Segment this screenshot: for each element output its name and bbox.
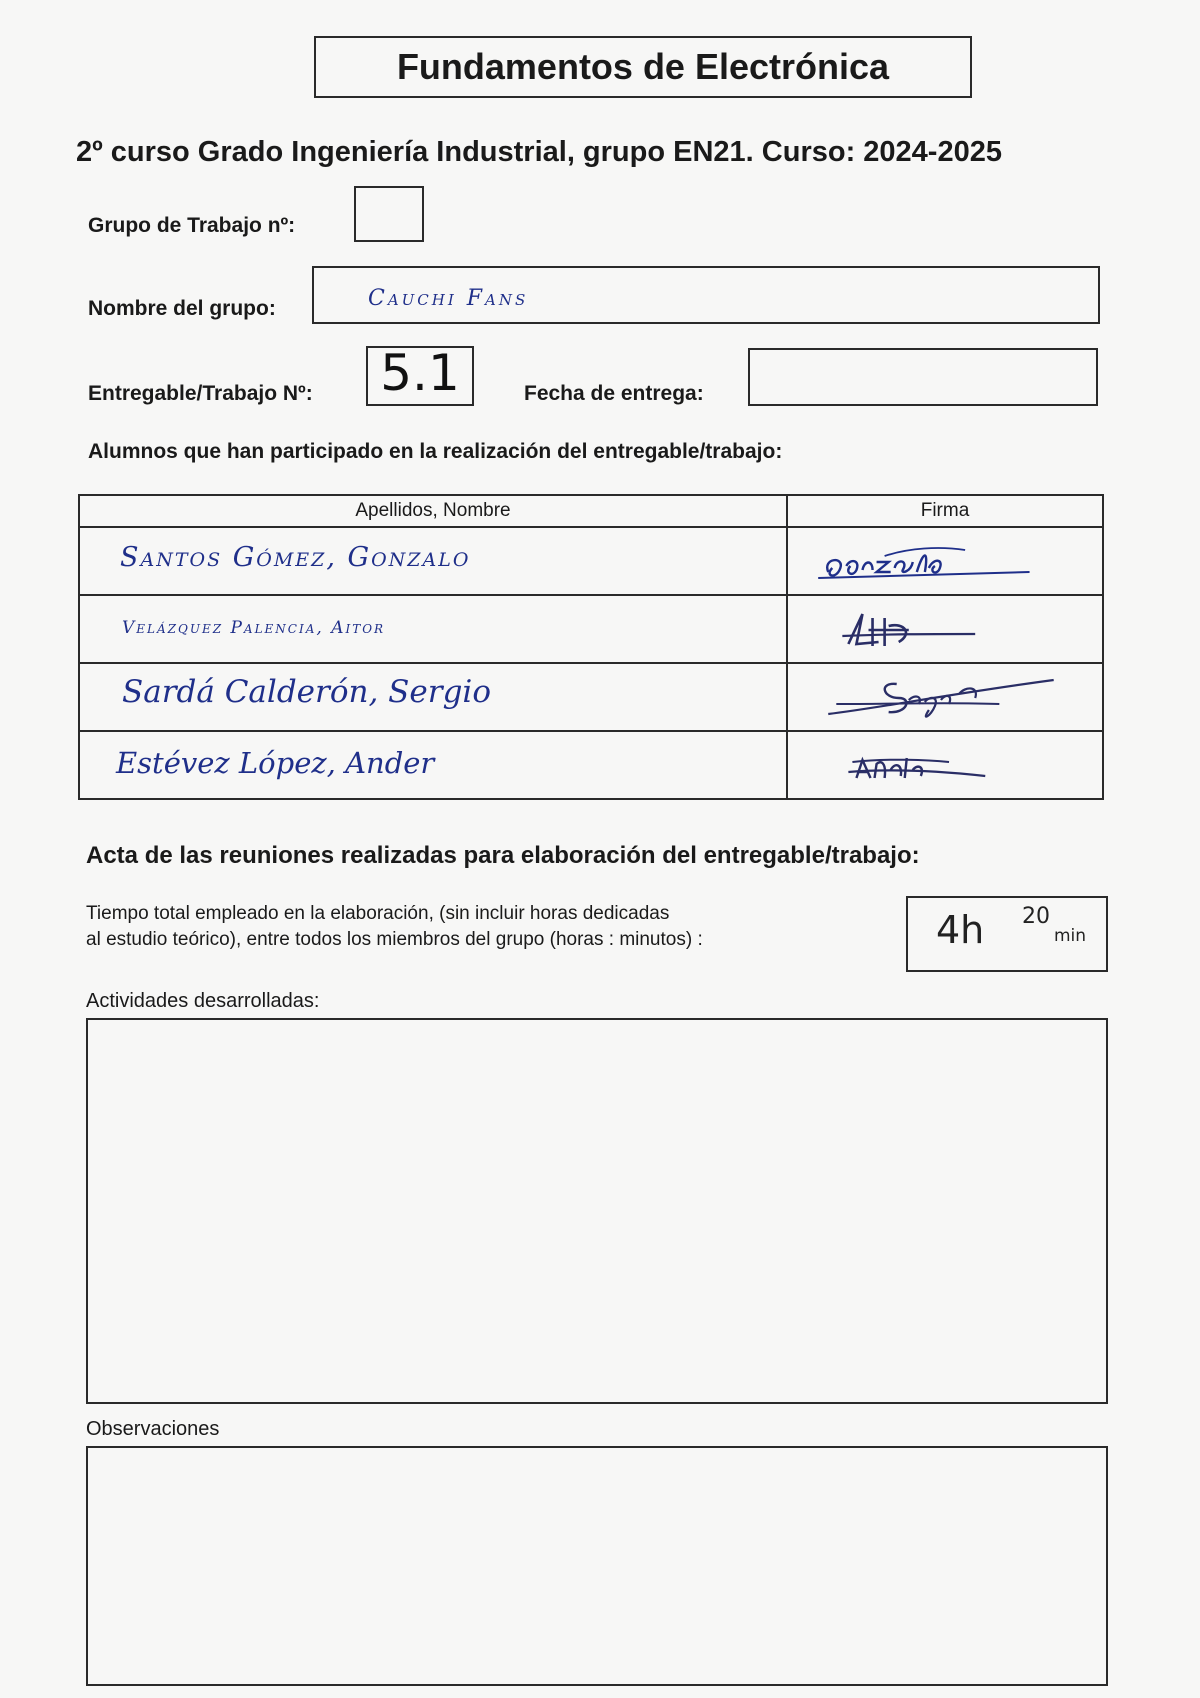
student-name: Estévez López, Ander (116, 746, 435, 780)
student-name: Sardá Calderón, Sergio (122, 674, 492, 710)
grupo-trabajo-label: Grupo de Trabajo nº: (88, 214, 296, 237)
alumnos-label: Alumnos que han participado en la realización del entregable/trabajo: (88, 440, 783, 463)
nombre-grupo-label: Nombre del grupo: (88, 297, 276, 320)
signature-gonzalo (788, 528, 1102, 594)
signature-cell[interactable] (787, 731, 1103, 799)
table-row (79, 731, 1103, 799)
course-title: Fundamentos de Electrónica (396, 46, 890, 87)
tiempo-label-line1: Tiempo total empleado en la elaboración, (sin incluir horas dedicadas (86, 903, 670, 924)
table-row (79, 527, 1103, 595)
column-header-signature: Firma (787, 495, 1103, 527)
signature-ander (788, 732, 1102, 798)
entregable-value: 5.1 (380, 344, 460, 402)
fecha-entrega-field[interactable] (748, 348, 1098, 406)
tiempo-label-line2: al estudio teórico), entre todos los miembros del grupo (horas : minutos) : (86, 929, 703, 950)
observaciones-label: Observaciones (86, 1418, 220, 1440)
signature-aitor (788, 596, 1102, 662)
signature-cell[interactable] (787, 595, 1103, 663)
actividades-textarea[interactable] (86, 1018, 1108, 1404)
acta-title: Acta de las reuniones realizadas para elaboración del entregable/trabajo: (86, 842, 920, 869)
table-row (79, 595, 1103, 663)
students-table-header (79, 495, 1103, 527)
table-row (79, 663, 1103, 731)
tiempo-hours-value: 4h (936, 908, 985, 952)
tiempo-minutes-unit: min (1054, 926, 1087, 946)
actividades-label: Actividades desarrolladas: (86, 990, 320, 1012)
column-header-name: Apellidos, Nombre (79, 495, 787, 527)
entregable-label: Entregable/Trabajo Nº: (88, 382, 313, 405)
nombre-grupo-value: Cauchi Fans (368, 286, 529, 311)
observaciones-textarea[interactable] (86, 1446, 1108, 1686)
student-name: Velázquez Palencia, Aitor (122, 618, 386, 638)
student-name-cell[interactable] (79, 595, 787, 663)
student-name-cell[interactable] (79, 731, 787, 799)
tiempo-minutes-value: 20 (1022, 904, 1050, 929)
student-name-cell[interactable] (79, 663, 787, 731)
student-name-cell[interactable] (79, 527, 787, 595)
student-name: Santos Gómez, Gonzalo (120, 542, 471, 573)
fecha-entrega-label: Fecha de entrega: (524, 382, 704, 405)
signature-cell[interactable] (787, 663, 1103, 731)
signature-cell[interactable] (787, 527, 1103, 595)
course-subtitle: 2º curso Grado Ingeniería Industrial, grupo EN21. Curso: 2024-2025 (76, 136, 1002, 168)
grupo-trabajo-field[interactable] (354, 186, 424, 242)
students-table (78, 494, 1104, 800)
signature-sergio (788, 664, 1102, 730)
